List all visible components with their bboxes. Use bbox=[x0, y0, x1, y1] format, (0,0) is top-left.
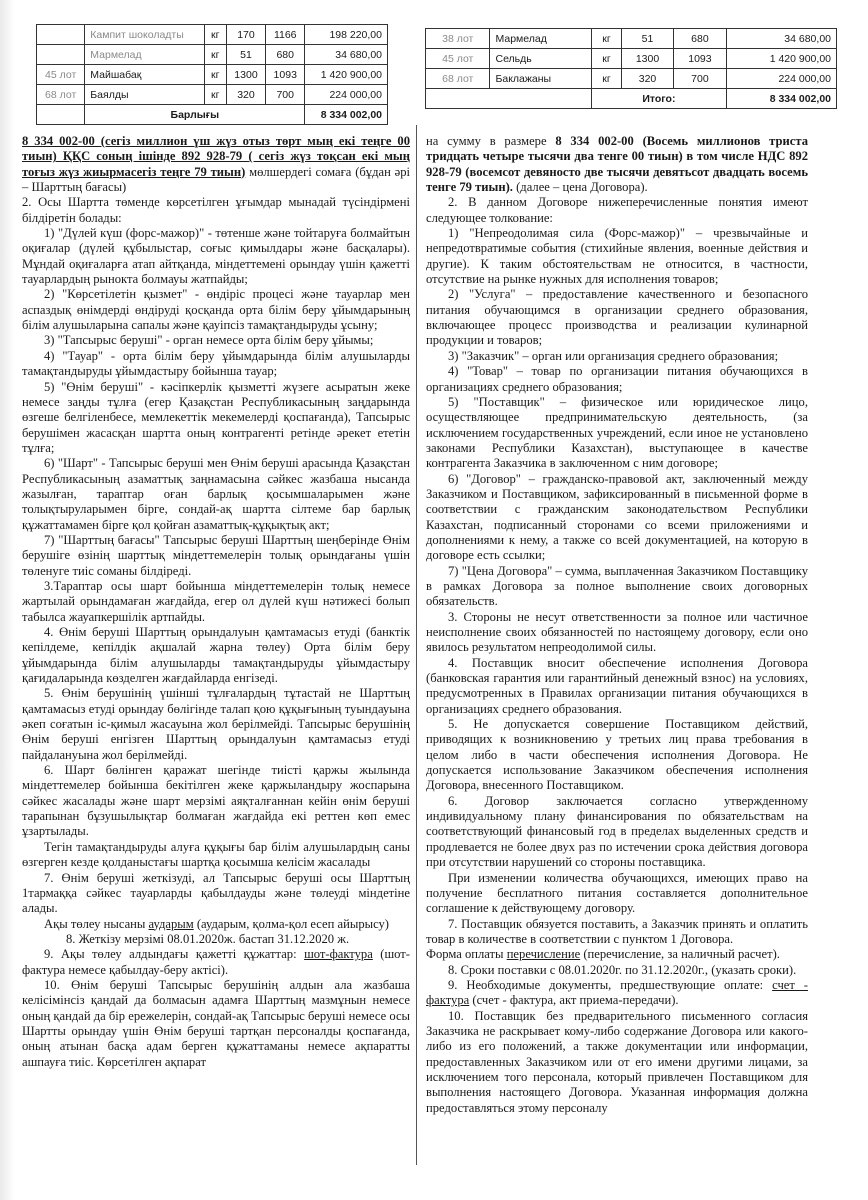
right-table-qty-cell: 320 bbox=[621, 69, 673, 89]
kazakh-paragraphs bbox=[22, 195, 410, 916]
right-table-row bbox=[426, 49, 837, 69]
left-table-price-cell: 700 bbox=[266, 85, 305, 105]
kazakh-intro bbox=[22, 134, 410, 195]
left-table-name-cell: Мармелад bbox=[85, 45, 204, 65]
left-table-lot-cell: 68 лот bbox=[37, 85, 85, 105]
right-table-lot-cell: 68 лот bbox=[426, 69, 490, 89]
kazakh-paragraph: 6) "Шарт" - Тапсырыс беруші мен Өнім беруші арасында Қазақстан Республикасының азаматтық заңнамасына сәйкес жазбаша нысанда жазылған, тараптар оған барлық қосымшаларымен және толықтыруларымен бірге, сондай-ақ шартта сілтеме бар барлық құжаттамамен бірге қол қойған азаматтық-құқықтық акт; bbox=[22, 456, 410, 532]
left-table-row bbox=[37, 45, 388, 65]
russian-paragraph: 3) "Заказчик" – орган или организация среднего образования; bbox=[448, 348, 779, 363]
right-table-total-row bbox=[426, 89, 837, 109]
left-table-name-cell: Кампит шоколадты bbox=[85, 25, 204, 45]
left-table-name-cell: Майшабақ bbox=[85, 65, 204, 85]
right-table-row bbox=[426, 29, 837, 49]
left-table-sum-cell: 224 000,00 bbox=[305, 85, 388, 105]
left-table-sum-cell: 34 680,00 bbox=[305, 45, 388, 65]
left-table-price-cell: 1093 bbox=[266, 65, 305, 85]
right-table-price-cell: 1093 bbox=[674, 49, 726, 69]
right-table-qty-cell: 51 bbox=[621, 29, 673, 49]
russian-intro-rest: (далее – цена Договора). bbox=[512, 180, 648, 195]
kazakh-paragraph: 1) "Дүлей күш (форс-мажор)" - төтенше және тойтаруға болмайтын оқиғалар (дүлей құбылыстар, соғыс қимылдары және басқалары). Мұндай оқиғаларға атап айтқанда, міндеттемені орындау үшін қажетті тауарлардың рынокта болмауы жатпайды; bbox=[22, 226, 410, 287]
left-table-row bbox=[37, 25, 388, 45]
right-table-sum-cell: 224 000,00 bbox=[726, 69, 836, 89]
right-table-row bbox=[426, 69, 837, 89]
right-table-total-spacer bbox=[426, 89, 592, 109]
left-table-qty-cell: 1300 bbox=[226, 65, 265, 85]
russian-paragraph: 1) "Непреодолимая сила (Форс-мажор)" – чрезвычайные и непредотвратимые события (стихийные явления, военные действия и другие). К таким обстоятельствам не относится, в частности, отсутствие на рынке нужных для исполнения товаров; bbox=[426, 226, 808, 287]
kazakh-payment-link: аударым bbox=[148, 916, 194, 931]
russian-paragraph: 5. Не допускается совершение Поставщиком действий, приводящих к возникновению у третьих лиц права требования в целом либо в части обеспечения исполнения Договора. Не допускается использование Заказчиком обеспечения исполнения Договора, внесенного Поставщиком. bbox=[426, 717, 808, 793]
right-table-sum-cell: 34 680,00 bbox=[726, 29, 836, 49]
right-table-total-sum: 8 334 002,00 bbox=[726, 89, 836, 109]
right-table-name-cell: Мармелад bbox=[490, 29, 592, 49]
russian-intro bbox=[426, 134, 808, 195]
kazakh-intro-rest: мөлшердегі сомаға (бұдан әрі – Шарттың бағасы) bbox=[22, 164, 411, 195]
russian-payment-form: Форма оплаты перечисление (перечисление, за наличный расчет). bbox=[426, 947, 780, 962]
left-table-unit-cell: кг bbox=[204, 85, 226, 105]
left-table-name-cell: Баялды bbox=[85, 85, 204, 105]
right-table-unit-cell: кг bbox=[592, 49, 622, 69]
kazakh-paragraph: 6. Шарт бөлінген қаражат шегінде тиісті қаржы жылында міндеттемелер бойынша бекітілген жеке қаржыландыру жоспарына сәйкес жасалады және шарт мерзімі аяқталғаннан кейін өнім беруші тарапынан бұзушылықтар болмаған жағдайда екі реттен көп емес ұзартылады. bbox=[22, 763, 410, 839]
left-table-sum-cell: 1 420 900,00 bbox=[305, 65, 388, 85]
right-price-table bbox=[425, 28, 837, 109]
russian-paragraph: 2. В данном Договоре нижеперечисленные понятия имеют следующее толкование: bbox=[426, 195, 808, 225]
left-table-price-cell: 680 bbox=[266, 45, 305, 65]
kazakh-delivery-term: 8. Жеткізу мерзімі 08.01.2020ж. бастап 31.12.2020 ж. bbox=[66, 931, 350, 946]
russian-paragraph: 3. Стороны не несут ответственности за полное или частичное неисполнение своих обязанностей по настоящему договору, если оно явилось результатом непреодолимой силы. bbox=[426, 609, 808, 655]
left-table-unit-cell: кг bbox=[204, 45, 226, 65]
russian-paragraph: 5) "Поставщик" – физическое или юридическое лицо, осуществляющее предпринимательскую деятельность, (за исключением государственных учреждений, если иное не установлено законами Республики Казахстан), выступающее в качестве контрагента Заказчика в заключенном с ним договоре; bbox=[426, 394, 808, 471]
left-table-unit-cell: кг bbox=[204, 65, 226, 85]
russian-paragraph: 7. Поставщик обязуется поставить, а Заказчик принять и оплатить товар в количестве в соответствии с пунктом 1 Договора. bbox=[426, 916, 808, 946]
russian-payment-link: перечисление bbox=[506, 947, 581, 962]
kazakh-payment-form: Ақы төлеу нысаны аударым (аударым, қолма-қол есеп айырысу) bbox=[44, 916, 389, 931]
right-table-sum-cell: 1 420 900,00 bbox=[726, 49, 836, 69]
russian-intro-prefix: на сумму в размере bbox=[426, 134, 556, 148]
russian-payment-docs: 9. Необходимые документы, предшествующие оплате: счет - фактура (счет - фактура, акт приема-передачи). bbox=[426, 977, 808, 1008]
left-table-lot-cell: 45 лот bbox=[37, 65, 85, 85]
right-table-unit-cell: кг bbox=[592, 29, 622, 49]
russian-paragraph: 4. Поставщик вносит обеспечение исполнения Договора (банковская гарантия или гарантийный денежный взнос) на условиях, предусмотренных в Правилах организации питания обучающихся в организациях среднего образования. bbox=[426, 655, 808, 716]
russian-paragraph: 6) "Договор" – гражданско-правовой акт, заключенный между Заказчиком и Поставщиком, зафиксированный в письменной форме в соответствии с гражданским законодательством Республики Казахстан, подписанный сторонами со всеми приложениями и дополнениями к нему, а также со всей документацией, на которую в договоре есть ссылки; bbox=[426, 471, 808, 563]
kazakh-paragraph: 2) "Көрсетілетін қызмет" - өндіріс процесі және тауарлар мен аспаздық өнімдерді өндіруді қосқанда орта білім беру ұйымдарының білім алушыларына сапалы және қауіпсіз тамақтандыруды ұсыну; bbox=[22, 287, 410, 333]
right-table-qty-cell: 1300 bbox=[621, 49, 673, 69]
russian-column bbox=[426, 134, 808, 1116]
right-table-lot-cell: 38 лот bbox=[426, 29, 490, 49]
right-table-unit-cell: кг bbox=[592, 69, 622, 89]
right-table-name-cell: Баклажаны bbox=[490, 69, 592, 89]
left-price-table bbox=[36, 24, 388, 125]
russian-paragraph: При изменении количества обучающихся, имеющих право на получение бесплатного питания составляется дополнительное соглашение к действующему договору. bbox=[426, 870, 808, 916]
left-table-row bbox=[37, 85, 388, 105]
kazakh-paragraph: 3) "Тапсырыс беруші" - орган немесе орта білім беру ұйымы; bbox=[44, 333, 374, 348]
left-table-total-label: Барлығы bbox=[85, 105, 305, 125]
kazakh-paragraph: 3.Тараптар осы шарт бойынша міндеттемелерін толық немесе жартылай орындамаған жағдайда, егер ол дүлей күш нәтижесі болып табылса жауапкершілік артпайды. bbox=[22, 578, 410, 624]
kazakh-paragraph: 2. Осы Шартта төменде көрсетілген ұғымдар мынадай түсіндірмені білдіретін болады: bbox=[22, 195, 410, 225]
kazakh-paragraph: 7) "Шарттың бағасы" Тапсырыс беруші Шарттың шеңберінде Өнім берушіге өзінің шарттық міндеттемелерін толық орындағаны үшін төленуге тиіс соманы білдіреді. bbox=[22, 532, 410, 578]
kazakh-paragraph: 5) "Өнім беруші" - кәсіпкерлік қызметті жүзеге асыратын жеке немесе заңды тұлға (егер Қазақстан Республикасының заңдарында өзгеше белгіленбесе, мемлекеттік мекемелерді қоспағанда), Тапсырыс берушімен жасасқан шартта оның контрагенті ретінде әрекет ететін тұлға; bbox=[22, 379, 410, 455]
left-table-lot-cell bbox=[37, 25, 85, 45]
left-table-row bbox=[37, 65, 388, 85]
russian-docs-link: счет - фактура bbox=[426, 977, 808, 1008]
kazakh-intro-amount: 8 334 002-00 (сегіз миллион үш жүз отыз төрт мың екі теңге 00 тиын) ҚҚС соның ішінде 892 928-79 ( сегіз жүз тоқсан екі мың тоғыз жүз жиырмасегіз теңге 79 тиын) bbox=[22, 134, 410, 179]
russian-paragraph: 7) "Цена Договора" – сумма, выплаченная Заказчиком Поставщику в рамках Договора за полное выполнение своих договорных обязательств. bbox=[426, 563, 808, 609]
left-table-qty-cell: 51 bbox=[226, 45, 265, 65]
russian-paragraph: 6. Договор заключается согласно утвержденному индивидуальному плану финансирования по обязательствам на соответствующий финансовый год в пределах выделенных средств и продлевается не более двух раз по истечении срока действия договора при отсутствии нарушений со стороны поставщика. bbox=[426, 793, 808, 870]
left-table-unit-cell: кг bbox=[204, 25, 226, 45]
russian-intro-amount: 8 334 002-00 (Восемь миллионов триста тридцать четыре тысячи два тенге 00 тиын) в том числе НДС 892 928-79 (восемсот девяносто две тысячи девятьсот двадцать восемь тенге 79 тиын). bbox=[426, 134, 808, 195]
scan-edge-shadow bbox=[0, 0, 14, 1200]
right-table-name-cell: Сельдь bbox=[490, 49, 592, 69]
russian-paragraph: 2) "Услуга" – предоставление качественного и безопасного питания обучающимся в организации среднего образования, включающее процесс производства и реализации кулинарной продукции и товаров; bbox=[426, 287, 808, 348]
left-table-qty-cell: 170 bbox=[226, 25, 265, 45]
left-table-sum-cell: 198 220,00 bbox=[305, 25, 388, 45]
kazakh-paragraph: 4) "Тауар" - орта білім беру ұйымдарында білім алушыларды тамақтандыруды ұйымдастыру бойынша тауар; bbox=[22, 348, 410, 379]
right-table-lot-cell: 45 лот bbox=[426, 49, 490, 69]
kazakh-payment-docs: 9. Ақы төлеу алдындағы қажетті құжаттар: шот-фактура (шот-фактура немесе қабылдау-беру актісі). bbox=[22, 947, 410, 977]
kazakh-confidentiality: 10. Өнім беруші Тапсырыс берушінің алдын ала жазбаша келісімінсіз қандай да болмасын адамға Шарттың мазмұнын немесе оның қандай да бір ережелерін, сондай-ақ Тапсырыс беруші немесе осы Шартты орындау үшін Өнім беруші тартқан персоналды қоспағанда, оның атынан басқа адам берген құжаттаманы немесе ақпаратты ашпауға тиіс. Көрсетілген ақпарат bbox=[22, 977, 410, 1069]
kazakh-paragraph: 7. Өнім беруші жеткізуді, ал Тапсырыс беруші осы Шарттың 1тармаққа сәйкес тауарларды қабылдауды және төлеуді міндетіне алады. bbox=[22, 870, 410, 916]
russian-paragraphs bbox=[426, 195, 808, 947]
column-divider bbox=[416, 125, 417, 1165]
left-table-qty-cell: 320 bbox=[226, 85, 265, 105]
right-table-total-label: Итого: bbox=[592, 89, 727, 109]
kazakh-paragraph: 4. Өнім беруші Шарттың орындалуын қамтамасыз етуді (банктік кепілдеме, кепілдік ақшалай жарна төлеу) Орта білім беру ұйымдарында білім алушыларды тамақтандыруды ұйымдастыру қағидаларында көзделген жағдайларда енгізеді. bbox=[22, 625, 410, 686]
left-table-lot-cell bbox=[37, 45, 85, 65]
russian-delivery-term: 8. Сроки поставки с 08.01.2020г. по 31.12.2020г., (указать сроки). bbox=[448, 962, 797, 977]
kazakh-paragraph: 5. Өнім берушінің үшінші тұлғалардың тұтастай не Шарттың қамтамасыз етуді орындау бөлігінде талап қою құқығының туындауына әкеп соғатын іс-қимыл жасауына жол берілмейді. Тапсырыс берушінің Өнім беруші енгізген Шарттың орындалуын қамтамасыз етуді пайдалануына жол берілмейді. bbox=[22, 686, 410, 762]
left-table-total-row bbox=[37, 105, 388, 125]
kazakh-docs-link: шот-фактура bbox=[304, 947, 373, 962]
left-table-total-spacer bbox=[37, 105, 85, 125]
kazakh-column bbox=[22, 134, 410, 1070]
russian-confidentiality: 10. Поставщик без предварительного письменного согласия Заказчика не раскрывает кому-либо содержание Договора или какого-либо из его положений, а также документации или информации, предоставленных Заказчиком или от его имени другими лицами, за исключением того персонала, который привлечен Поставщиком для выполнения настоящего Договора. Указанная информация должна предоставляться этому персоналу bbox=[426, 1008, 808, 1115]
kazakh-paragraph: Тегін тамақтандыруды алуға құқығы бар білім алушылардың саны өзгерген кезде қолданыстағы шартқа қосымша келісім жасалады bbox=[22, 839, 410, 870]
left-table-total-sum: 8 334 002,00 bbox=[305, 105, 388, 125]
russian-paragraph: 4) "Товар" – товар по организации питания обучающихся в организациях среднего образования; bbox=[426, 364, 808, 394]
right-table-price-cell: 680 bbox=[674, 29, 726, 49]
right-table-price-cell: 700 bbox=[674, 69, 726, 89]
left-table-price-cell: 1166 bbox=[266, 25, 305, 45]
